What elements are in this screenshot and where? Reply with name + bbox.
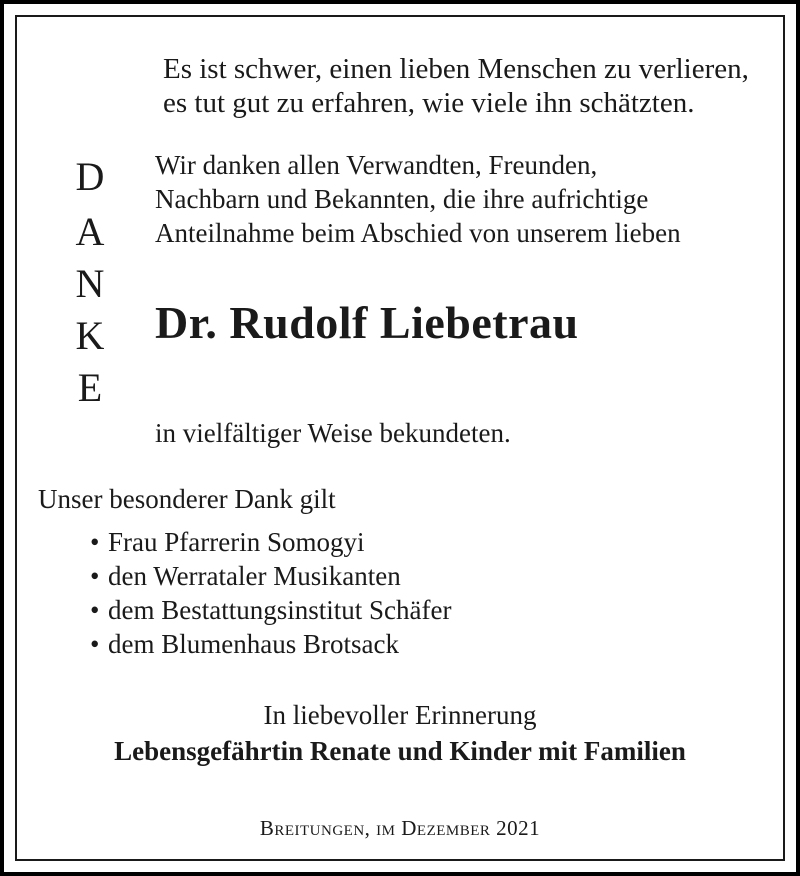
closing-line-1: In liebevoller Erinnerung (263, 700, 537, 730)
list-item-text: dem Bestattungsinstitut Schäfer (108, 595, 452, 625)
closing-signatories: Lebensgefährtin Renate und Kinder mit Familien (114, 736, 686, 766)
thanks-line-1: Wir danken allen Verwandten, Freunden, (155, 150, 598, 180)
bullet-icon: • (90, 561, 100, 591)
list-item (90, 627, 399, 661)
side-word-letter-a: A (75, 209, 105, 254)
special-thanks-intro: Unser besonderer Dank gilt (38, 484, 336, 514)
side-word-letter-k: K (75, 313, 105, 358)
quote-line-2: es tut gut zu erfahren, wie viele ihn schätzten. (163, 87, 695, 119)
side-word-letter-n: N (75, 261, 105, 306)
obituary-card (4, 4, 796, 872)
bullet-icon: • (90, 629, 100, 659)
quote-line-1: Es ist schwer, einen lieben Menschen zu verlieren, (163, 53, 749, 85)
list-item (90, 525, 364, 559)
list-item (90, 593, 451, 627)
deceased-name: Dr. Rudolf Liebetrau (155, 297, 579, 348)
thanks-end-line: in vielfältiger Weise bekundeten. (155, 418, 511, 448)
bullet-icon: • (90, 595, 100, 625)
list-item (90, 559, 401, 593)
list-item-text: den Werrataler Musikanten (108, 561, 401, 591)
thanks-line-2: Nachbarn und Bekannten, die ihre aufrichtige (155, 184, 649, 214)
list-item-text: dem Blumenhaus Brotsack (108, 629, 399, 659)
list-item-text: Frau Pfarrerin Somogyi (108, 527, 365, 557)
side-word-letter-d: D (75, 154, 105, 199)
thanks-line-3: Anteilnahme beim Abschied von unserem lieben (155, 218, 681, 248)
bullet-icon: • (90, 527, 100, 557)
place-and-date: Breitungen, im Dezember 2021 (259, 816, 541, 840)
side-word-letter-e: E (77, 365, 103, 410)
